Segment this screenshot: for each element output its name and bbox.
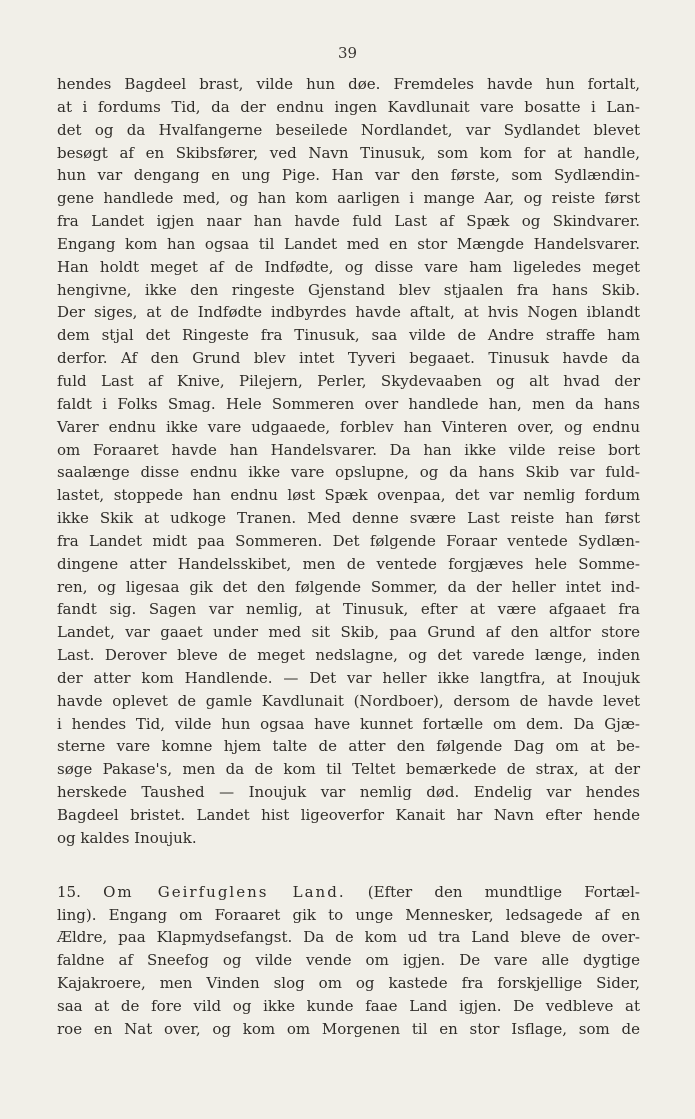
text-line: ren, og ligesaa gik det den følgende Sommer, da der heller intet ind-	[57, 577, 640, 596]
text-line: herskede Taushed — Inoujuk var nemlig død. Endelig var hendes	[57, 783, 640, 802]
text-line: faldt i Folks Smag. Hele Sommeren over handlede han, men da hans	[57, 394, 640, 413]
text-line: fuld Last af Knive, Pilejern, Perler, Skydevaaben og alt hvad der	[57, 371, 640, 390]
text-line: derfor. Af den Grund blev intet Tyveri begaaet. Tinusuk havde da	[57, 349, 640, 368]
text-line: ikke Skik at udkoge Tranen. Med denne svære Last reiste han først	[57, 509, 640, 528]
section-number: 15.	[57, 882, 81, 901]
text-line: at i fordums Tid, da der endnu ingen Kavdlunait vare bosatte i Lan-	[57, 97, 640, 116]
text-line: faldne af Sneefog og vilde vende om igjen. De vare alle dygtige	[57, 951, 640, 970]
text-line: Engang kom han ogsaa til Landet med en stor Mængde Handelsvarer.	[57, 234, 640, 253]
section-title: Om Geirfuglens Land.	[103, 882, 346, 901]
text-line: Varer endnu ikke vare udgaaede, forblev han Vinteren over, og endnu	[57, 417, 640, 436]
text-line: lastet, stoppede han endnu løst Spæk ovenpaa, det var nemlig fordum	[57, 486, 640, 505]
text-line: Der siges, at de Indfødte indbyrdes havde aftalt, at hvis Nogen iblandt	[57, 303, 640, 322]
text-line: Han holdt meget af de Indfødte, og disse vare ham ligeledes meget	[57, 257, 640, 276]
text-line: roe en Nat over, og kom om Morgenen til en stor Isflage, som de	[57, 1019, 640, 1038]
text-line: fra Landet midt paa Sommeren. Det følgende Foraar ventede Sydlæn-	[57, 531, 640, 550]
paragraph-inoujuk	[57, 73, 640, 850]
text-line: saalænge disse endnu ikke vare opslupne, og da hans Skib var fuld-	[57, 463, 640, 482]
section-15	[57, 881, 640, 1041]
text-line: hengivne, ikke den ringeste Gjenstand blev stjaalen fra hans Skib.	[57, 280, 640, 299]
text-line: ling). Engang om Foraaret gik to unge Mennesker, ledsagede af en	[57, 905, 640, 924]
text-line: der atter kom Handlende. — Det var heller ikke langtfra, at Inoujuk	[57, 668, 640, 687]
text-line: i hendes Tid, vilde hun ogsaa have kunnet fortælle om dem. Da Gjæ-	[57, 714, 640, 733]
text-line: dingene atter Handelsskibet, men de ventede forgjæves hele Somme-	[57, 554, 640, 573]
text-line: søge Pakase's, men da de kom til Teltet bemærkede de strax, at der	[57, 760, 640, 779]
page-number: 39	[337, 44, 358, 62]
text-line: Bagdeel bristet. Landet hist ligeoverfor Kanait har Navn efter hende	[57, 806, 640, 824]
text-line: besøgt af en Skibsfører, ved Navn Tinusuk, som kom for at handle,	[57, 143, 640, 162]
section-heading-rest: (Efter den mundtlige Fortæl-	[367, 882, 640, 901]
text-line: fra Landet igjen naar han havde fuld Last af Spæk og Skindvarer.	[57, 212, 640, 231]
text-line: Last. Derover bleve de meget nedslagne, og det varede længe, inden	[57, 646, 640, 665]
text-line: dem stjal det Ringeste fra Tinusuk, saa vilde de Andre straffe ham	[57, 326, 640, 345]
text-line: saa at de fore vild og ikke kunde faae Land igjen. De vedbleve at	[57, 996, 640, 1015]
text-line: sterne vare komne hjem talte de atter den følgende Dag om at be-	[57, 737, 640, 756]
section-heading-line	[57, 881, 640, 904]
text-line: hendes Bagdeel brast, vilde hun døe. Fremdeles havde hun fortalt,	[57, 75, 640, 93]
text-line: om Foraaret havde han Handelsvarer. Da han ikke vilde reise bort	[57, 440, 640, 459]
text-line: det og da Hvalfangerne beseilede Nordlandet, var Sydlandet blevet	[57, 120, 640, 139]
text-line: Landet, var gaaet under med sit Skib, paa Grund af den altfor store	[57, 623, 640, 642]
paragraph-gap	[57, 850, 640, 881]
text-line: gene handlede med, og han kom aarligen i mange Aar, og reiste først	[57, 189, 640, 208]
text-line: fandt sig. Sagen var nemlig, at Tinusuk, efter at være afgaaet fra	[57, 600, 640, 619]
text-line: Kajakroere, men Vinden slog om og kastede fra forskjellige Sider,	[57, 974, 640, 993]
text-line: og kaldes Inoujuk.	[57, 828, 197, 847]
body-text	[57, 73, 640, 1041]
text-line: havde oplevet de gamle Kavdlunait (Nordboer), dersom de havde levet	[57, 691, 640, 710]
text-line: hun var dengang en ung Pige. Han var den første, som Sydlændin-	[57, 166, 640, 185]
text-line: Ældre, paa Klapmydsefangst. Da de kom ud tra Land bleve de over-	[57, 928, 640, 947]
